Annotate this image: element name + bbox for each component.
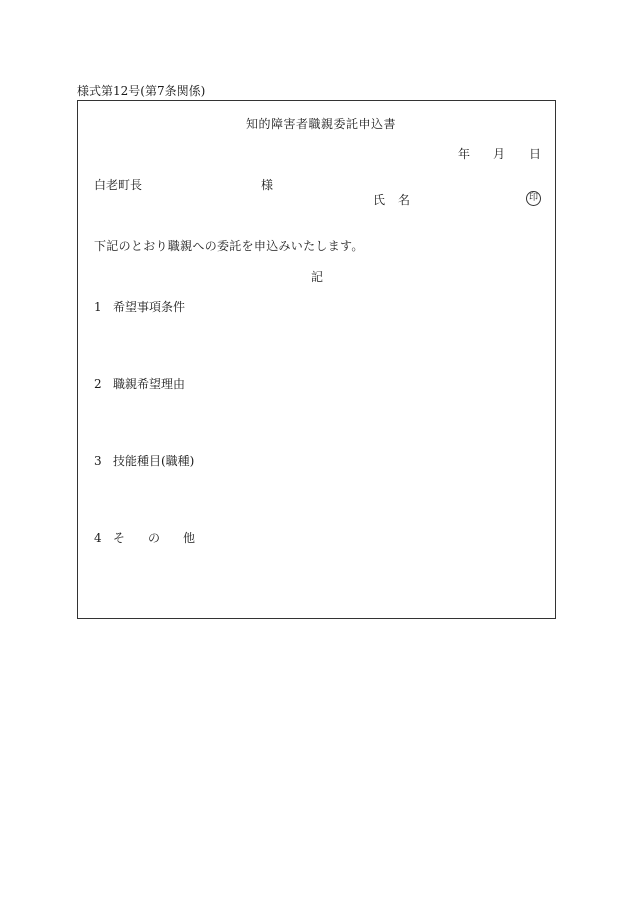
item-4-number: 4 <box>94 531 102 545</box>
item-3-label: 技能種目(職種) <box>113 454 195 468</box>
document-title: 知的障害者職親委託申込書 <box>246 117 397 131</box>
addressee: 白老町長 <box>94 178 143 192</box>
item-4-label-char-3: 他 <box>183 531 196 545</box>
intro-text: 下記のとおり職親への委託を申込みいたします。 <box>94 239 364 253</box>
seal-mark: 印 <box>526 191 541 206</box>
item-3-number: 3 <box>94 454 102 468</box>
item-1-number: 1 <box>94 300 102 314</box>
name-label-second-char: 名 <box>398 193 411 207</box>
item-4-label-char-1: そ <box>113 531 126 545</box>
date-month-label: 月 <box>493 147 506 161</box>
date-day-label: 日 <box>529 147 542 161</box>
item-2-number: 2 <box>94 377 102 391</box>
form-number: 様式第12号(第7条関係) <box>77 84 206 98</box>
honorific: 様 <box>261 178 274 192</box>
date-year-label: 年 <box>458 147 471 161</box>
name-label-first-char: 氏 <box>373 193 386 207</box>
item-4-label-char-2: の <box>148 531 161 545</box>
item-1-label: 希望事項条件 <box>113 300 186 314</box>
ki-heading: 記 <box>311 270 324 284</box>
item-2-label: 職親希望理由 <box>113 377 186 391</box>
